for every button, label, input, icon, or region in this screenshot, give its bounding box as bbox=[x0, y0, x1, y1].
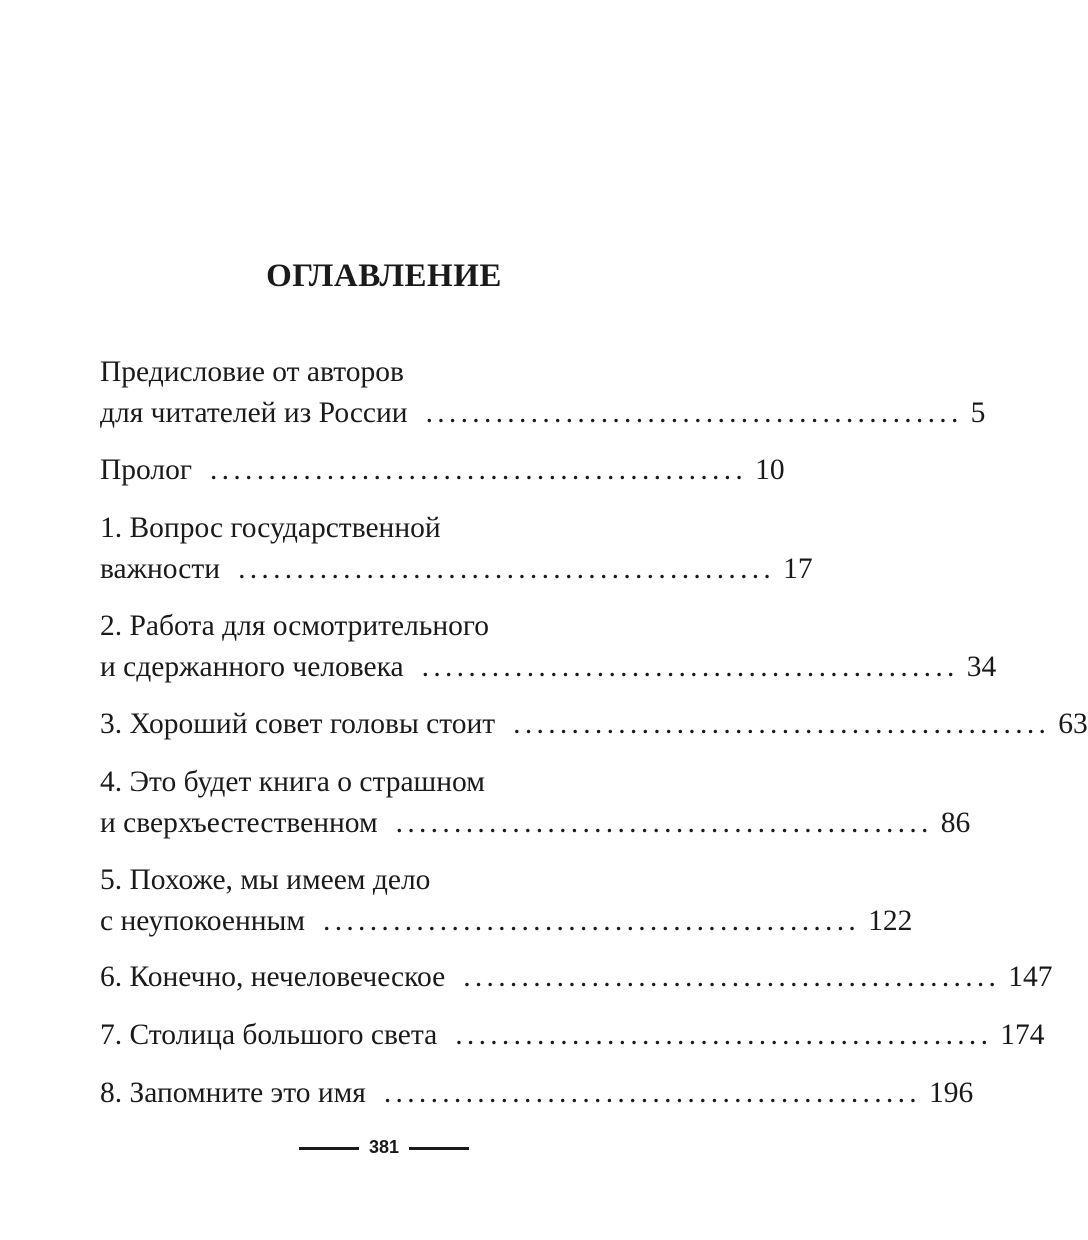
toc-entry-title-line: 7. Столица большого света bbox=[100, 1019, 438, 1051]
toc-entry bbox=[100, 704, 1088, 745]
toc-entry-title-line: важности bbox=[100, 553, 221, 585]
page-number: 86 bbox=[940, 807, 971, 839]
toc-entry-title-line: 8. Запомните это имя bbox=[100, 1077, 366, 1109]
toc-entry bbox=[100, 450, 785, 491]
page-number: 63 bbox=[1058, 708, 1088, 740]
toc-entry bbox=[100, 762, 971, 844]
toc-entry bbox=[100, 508, 813, 590]
toc-entry-title-line: с неупокоенным bbox=[100, 905, 306, 937]
toc-entry-title-line: Предисловие от авторов bbox=[100, 356, 404, 388]
leader-dots: .............................................. bbox=[425, 397, 963, 429]
page-number: 5 bbox=[970, 397, 986, 429]
toc-entry-title-line: 4. Это будет книга о страшном bbox=[100, 766, 485, 798]
leader-dots: .............................................. bbox=[238, 553, 776, 585]
leader-dots: .............................................. bbox=[395, 807, 933, 839]
toc-entry bbox=[100, 606, 997, 688]
toc-entry-title-line: 1. Вопрос государственной bbox=[100, 512, 441, 544]
page-number: 174 bbox=[1000, 1019, 1045, 1051]
leader-dots: .............................................. bbox=[421, 651, 959, 683]
leader-dots: .............................................. bbox=[513, 708, 1051, 740]
folio-rule-left bbox=[299, 1147, 359, 1150]
page-folio bbox=[0, 1137, 768, 1158]
toc-entry-title-line: Пролог bbox=[100, 454, 192, 486]
toc-entry bbox=[100, 1015, 1045, 1056]
page-number: 10 bbox=[755, 454, 785, 486]
toc-entry-title-line: 3. Хороший совет головы стоит bbox=[100, 708, 496, 740]
toc-entry bbox=[100, 1073, 974, 1114]
toc-entry-title-line: и сверхъестественном bbox=[100, 807, 378, 839]
folio-number: 381 bbox=[368, 1137, 400, 1157]
toc-entry-title-line: 6. Конечно, нечеловеческое bbox=[100, 961, 446, 993]
toc-entry-title-line: 2. Работа для осмотрительного bbox=[100, 610, 489, 642]
toc-entry bbox=[100, 860, 913, 942]
folio-rule-right bbox=[409, 1147, 469, 1150]
toc-entry bbox=[100, 957, 1053, 998]
page-number: 17 bbox=[783, 553, 813, 585]
page-number: 196 bbox=[928, 1077, 974, 1109]
leader-dots: .............................................. bbox=[210, 454, 748, 486]
leader-dots: .............................................. bbox=[455, 1019, 993, 1051]
leader-dots: .............................................. bbox=[323, 905, 861, 937]
toc-entry-title-line: 5. Похоже, мы имеем дело bbox=[100, 864, 431, 896]
page-number: 122 bbox=[868, 905, 913, 937]
page-title: ОГЛАВЛЕНИЕ bbox=[266, 258, 502, 294]
toc-entry-title-line: и сдержанного человека bbox=[100, 651, 404, 683]
toc-entry-title-line: для читателей из России bbox=[100, 397, 408, 429]
leader-dots: .............................................. bbox=[463, 961, 1001, 993]
toc-entry bbox=[100, 352, 986, 434]
page-number: 147 bbox=[1008, 961, 1053, 993]
leader-dots: .............................................. bbox=[383, 1077, 921, 1109]
page-number: 34 bbox=[966, 651, 997, 683]
